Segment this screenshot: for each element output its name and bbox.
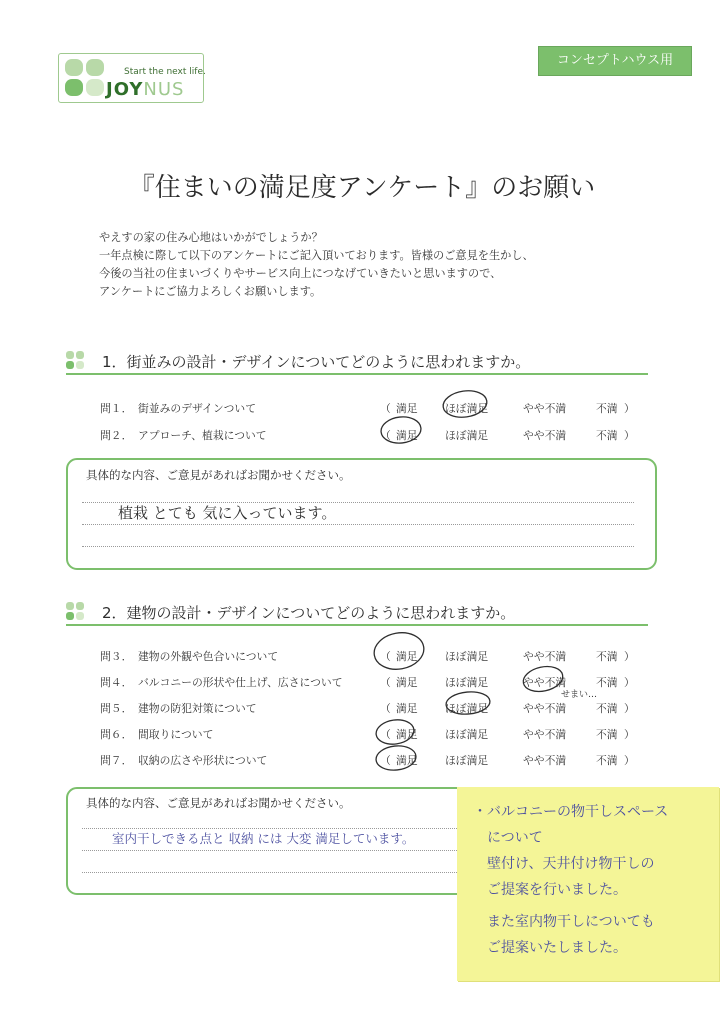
option-dissatisfied[interactable]: 不満 (596, 754, 618, 767)
section-1-title: 1．街並みの設計・デザインについてどのように思われますか。 (102, 353, 531, 371)
paren-open: （ (380, 402, 391, 415)
question-row-5 (100, 701, 640, 719)
question-text: 建物の外観や色合いについて (138, 650, 279, 663)
option-dissatisfied[interactable]: 不満 (596, 402, 618, 415)
question-number: 問６． (100, 728, 133, 741)
option-satisfied[interactable]: 満足 (396, 676, 418, 689)
question-row-1 (100, 401, 640, 419)
page-title: 『住まいの満足度アンケート』のお願い (128, 173, 596, 203)
question-number: 問１． (100, 402, 133, 415)
paren-open: （ (380, 650, 391, 663)
question-row-3 (100, 649, 640, 667)
sticky-note-line: また室内物干しについても (473, 914, 655, 930)
question-text: 建物の防犯対策について (138, 702, 257, 715)
clover-logo-icon (64, 58, 106, 98)
option-somewhat-dissatisfied[interactable]: やや不満 (523, 676, 567, 689)
question-number: 問５． (100, 702, 133, 715)
comment-box-1-label: 具体的な内容、ご意見があればお聞かせください。 (86, 468, 351, 482)
intro-line: アンケートにご協力よろしくお願いします。 (99, 285, 322, 298)
sticky-note-line: について (473, 830, 543, 846)
sticky-note-line: ・バルコニーの物干しスペース (473, 804, 669, 820)
option-somewhat-dissatisfied[interactable]: やや不満 (523, 702, 567, 715)
paren-close: ） (624, 650, 635, 663)
logo-name-rest: NUS (143, 79, 185, 100)
intro-paragraph (99, 229, 534, 301)
option-satisfied[interactable]: 満足 (396, 728, 418, 741)
paren-open: （ (380, 429, 391, 442)
question-number: 問２． (100, 429, 133, 442)
intro-line: やえすの家の住み心地はいかがでしょうか？ (99, 231, 323, 244)
option-satisfied[interactable]: 満足 (396, 650, 418, 663)
question-row-6 (100, 727, 640, 745)
logo-name-main: JOY (106, 79, 144, 100)
option-mostly-satisfied[interactable]: ほぼ満足 (445, 702, 489, 715)
option-satisfied[interactable]: 満足 (396, 429, 418, 442)
intro-line: 一年点検に際して以下のアンケートにご記入頂いております。皆様のご意見を生かし、 (99, 249, 534, 262)
option-mostly-satisfied[interactable]: ほぼ満足 (445, 754, 489, 767)
option-dissatisfied[interactable]: 不満 (596, 429, 618, 442)
concept-house-badge: コンセプトハウス用 (538, 46, 692, 76)
question-number: 問３． (100, 650, 133, 663)
option-mostly-satisfied[interactable]: ほぼ満足 (445, 402, 489, 415)
question-text: バルコニーの形状や仕上げ、広さについて (138, 676, 343, 689)
option-mostly-satisfied[interactable]: ほぼ満足 (445, 429, 489, 442)
option-mostly-satisfied[interactable]: ほぼ満足 (445, 650, 489, 663)
comment-line (82, 850, 457, 851)
question-text: アプローチ、植栽について (138, 429, 267, 442)
section-1-rule (66, 373, 648, 375)
question-number: 問７． (100, 754, 133, 767)
sticky-note-line: ご提案を行いました。 (473, 882, 627, 898)
section-2-title: 2．建物の設計・デザインについてどのように思われますか。 (102, 604, 516, 622)
paren-close: ） (624, 429, 635, 442)
option-dissatisfied[interactable]: 不満 (596, 650, 618, 663)
option-somewhat-dissatisfied[interactable]: やや不満 (523, 650, 567, 663)
paren-open: （ (380, 676, 391, 689)
option-somewhat-dissatisfied[interactable]: やや不満 (523, 402, 567, 415)
comment-line (82, 524, 634, 525)
question-text: 街並みのデザインついて (138, 402, 257, 415)
sticky-note (457, 787, 719, 981)
section-clover-icon (66, 351, 84, 369)
option-somewhat-dissatisfied[interactable]: やや不満 (523, 754, 567, 767)
option-dissatisfied[interactable]: 不満 (596, 676, 618, 689)
comment-line (82, 546, 634, 547)
option-dissatisfied[interactable]: 不満 (596, 702, 618, 715)
paren-close: ） (624, 728, 635, 741)
question-row-2 (100, 428, 640, 446)
intro-line: 今後の当社の住まいづくりやサービス向上につなげていきたいと思いますので、 (99, 267, 502, 280)
sticky-note-line: 壁付け、天井付け物干しの (473, 856, 655, 872)
paren-open: （ (380, 754, 391, 767)
question-row-7 (100, 753, 640, 771)
q4-handwritten-note: せまい… (561, 690, 598, 700)
question-row-4 (100, 675, 640, 693)
question-text: 間取りについて (138, 728, 214, 741)
option-satisfied[interactable]: 満足 (396, 402, 418, 415)
option-satisfied[interactable]: 満足 (396, 702, 418, 715)
logo-tagline: Start the next life. (124, 67, 206, 77)
paren-close: ） (624, 402, 635, 415)
option-somewhat-dissatisfied[interactable]: やや不満 (523, 728, 567, 741)
section-2-rule (66, 624, 648, 626)
question-number: 問４． (100, 676, 133, 689)
option-satisfied[interactable]: 満足 (396, 754, 418, 767)
comment-2-handwriting[interactable]: 室内干しできる点と 収納 には 大変 満足しています。 (112, 831, 415, 846)
question-text: 収納の広さや形状について (138, 754, 268, 767)
option-dissatisfied[interactable]: 不満 (596, 728, 618, 741)
option-somewhat-dissatisfied[interactable]: やや不満 (523, 429, 567, 442)
section-clover-icon (66, 602, 84, 620)
comment-box-2-label: 具体的な内容、ご意見があればお聞かせください。 (86, 796, 351, 810)
option-mostly-satisfied[interactable]: ほぼ満足 (445, 676, 489, 689)
comment-line (82, 872, 457, 873)
paren-open: （ (380, 702, 391, 715)
paren-close: ） (624, 702, 635, 715)
comment-1-handwriting[interactable]: 植栽 とても 気に入っています。 (118, 504, 337, 522)
paren-close: ） (624, 676, 635, 689)
paren-close: ） (624, 754, 635, 767)
option-mostly-satisfied[interactable]: ほぼ満足 (445, 728, 489, 741)
paren-open: （ (380, 728, 391, 741)
logo-wordmark (106, 79, 184, 100)
sticky-note-line: ご提案いたしました。 (473, 940, 627, 956)
